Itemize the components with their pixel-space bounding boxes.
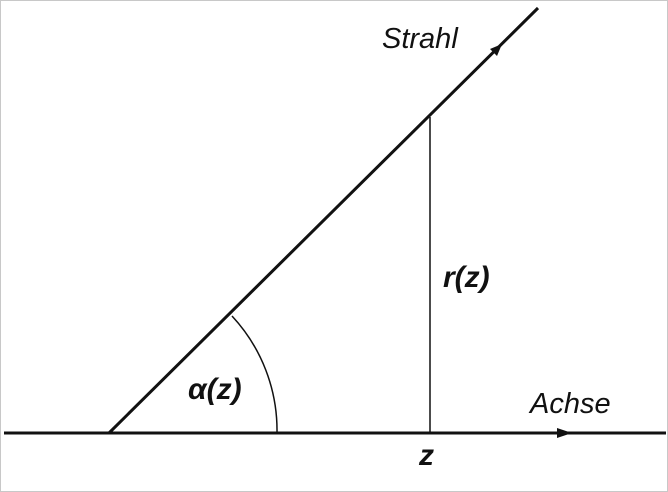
ray-label: Strahl [382, 23, 458, 55]
radius-label: r(z) [443, 261, 490, 294]
axis-arrowhead [557, 428, 572, 438]
angle-label: α(z) [188, 373, 242, 406]
axis-label: Achse [530, 388, 611, 420]
position-label: z [419, 439, 434, 472]
ray-line [109, 8, 538, 433]
